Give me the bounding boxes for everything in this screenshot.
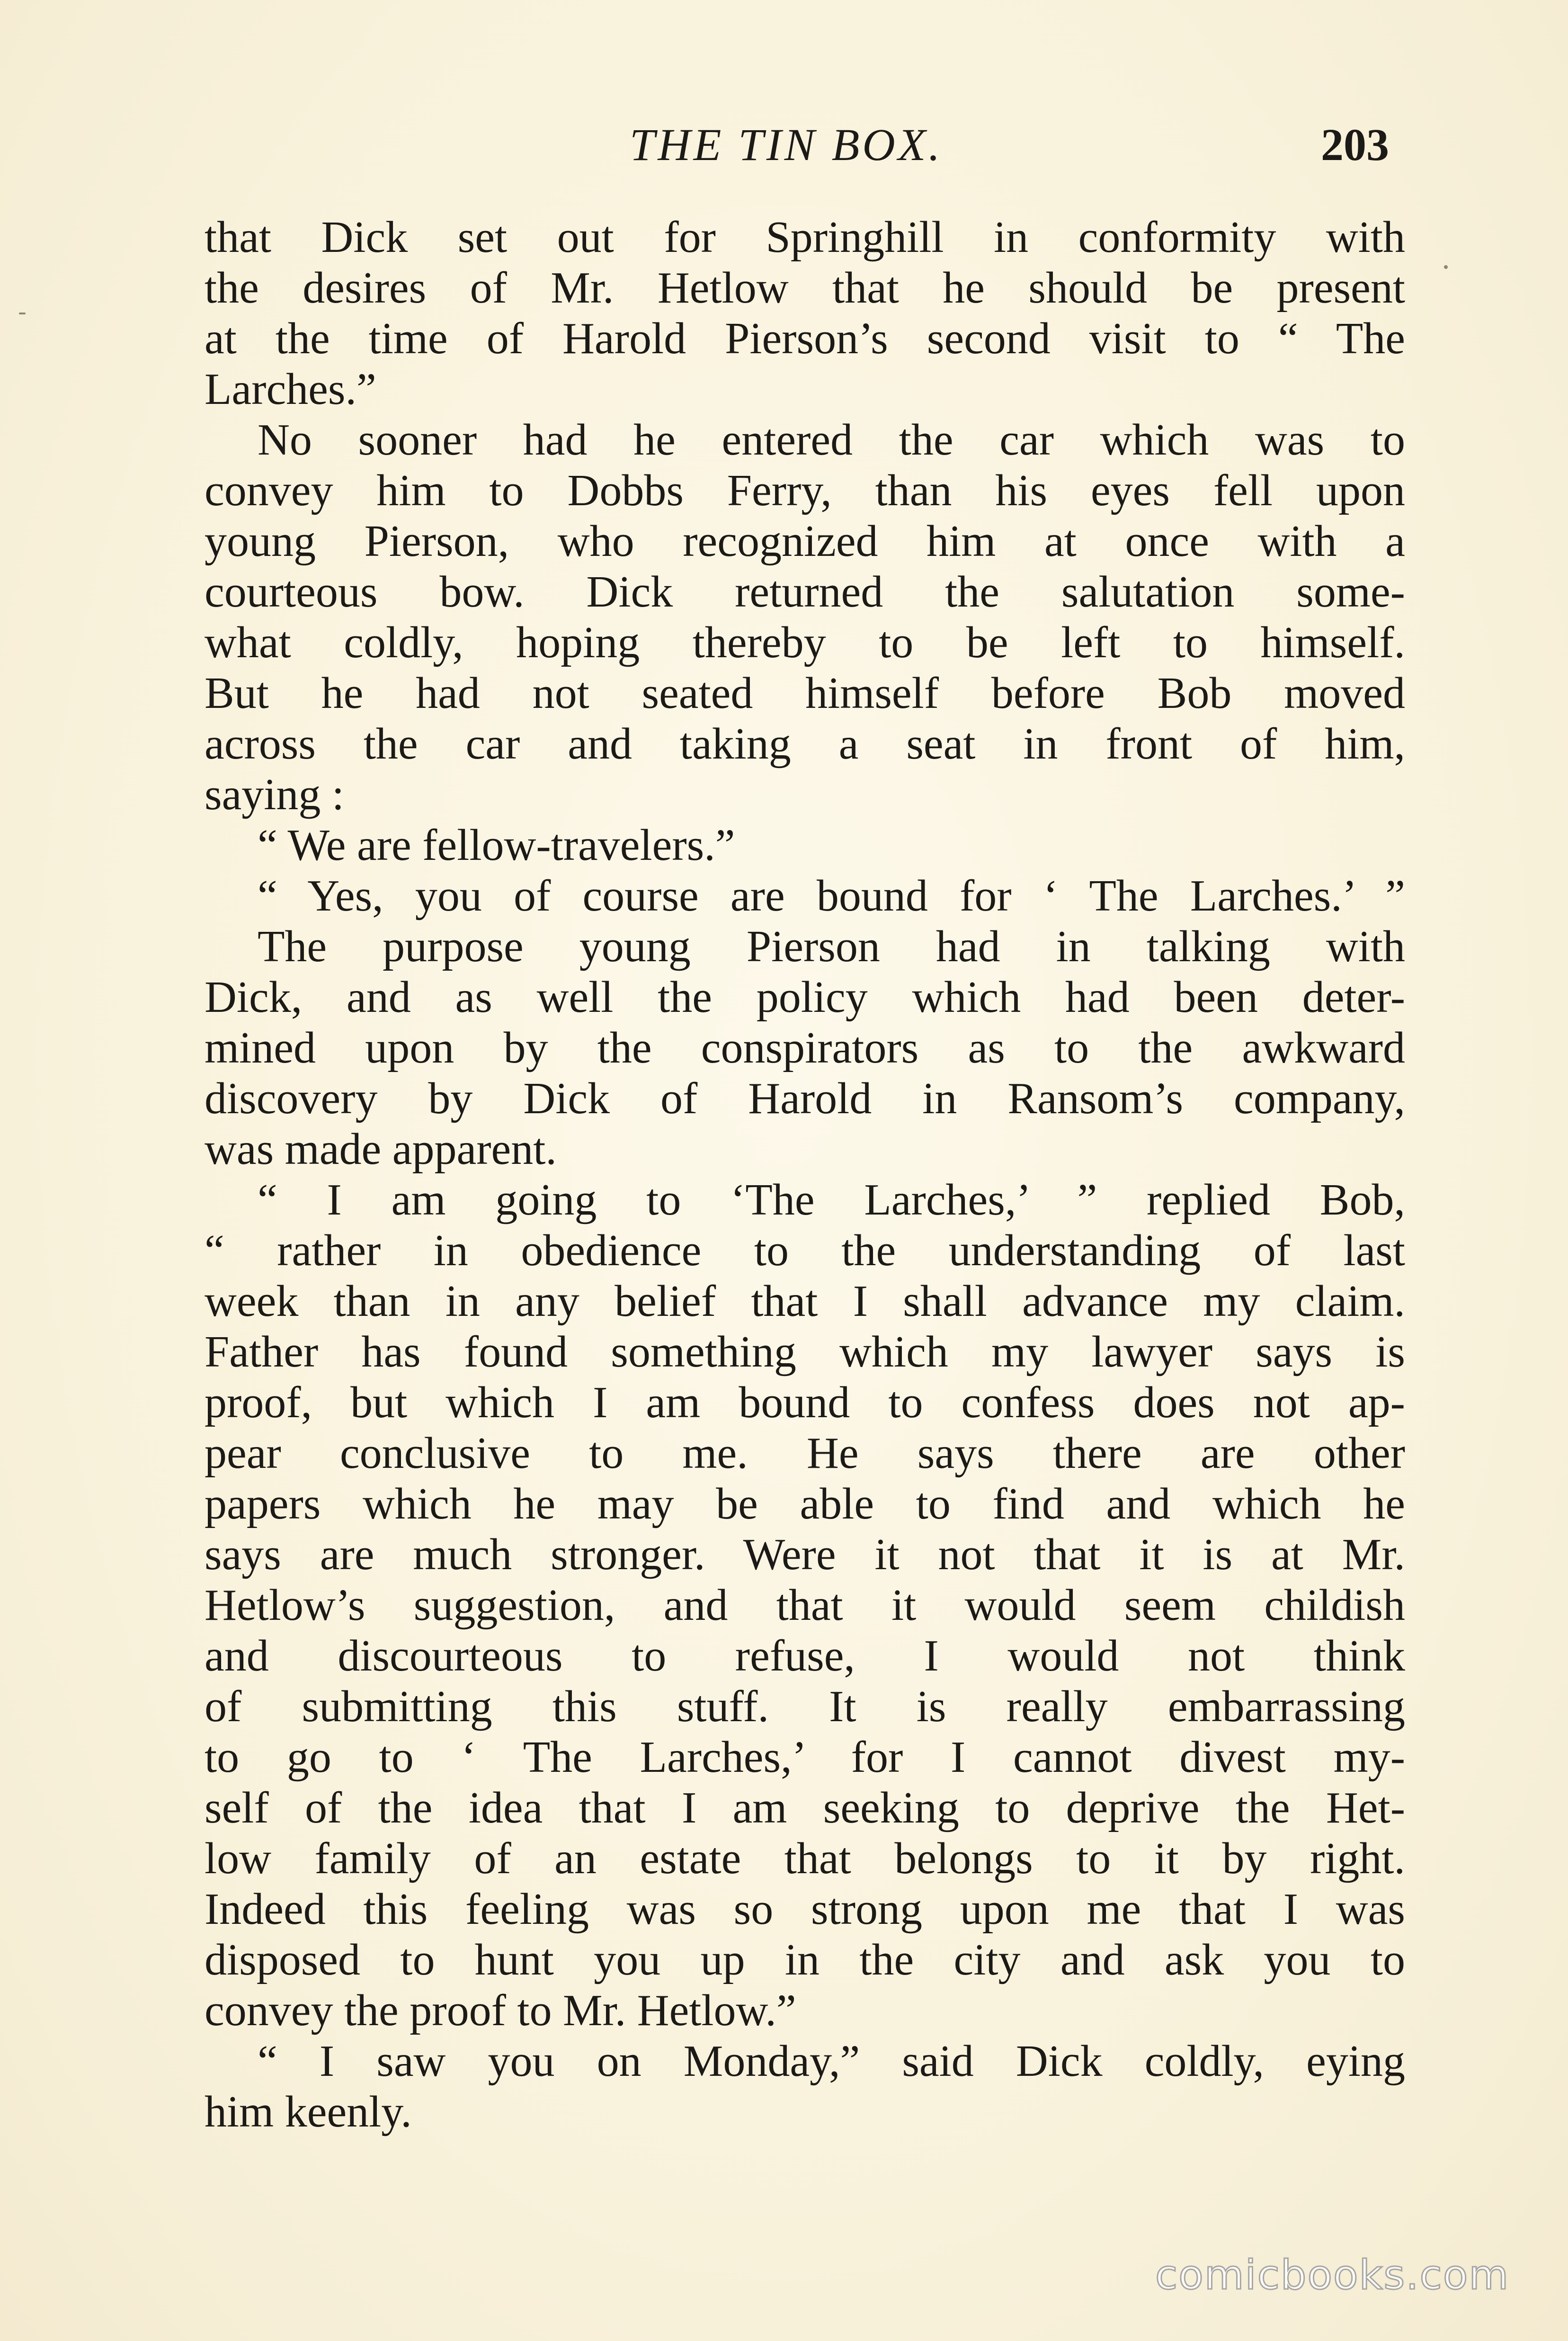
- text-line: the desires of Mr. Hetlow that he should be present: [205, 263, 1405, 313]
- text-line: Father has found something which my lawyer says is: [205, 1327, 1405, 1376]
- text-line: and discourteous to refuse, I would not think: [205, 1631, 1405, 1680]
- text-line: young Pierson, who recognized him at once with a: [205, 517, 1405, 566]
- text-line: Larches.”: [205, 365, 376, 414]
- paper-speck: [1444, 265, 1448, 269]
- text-line: The purpose young Pierson had in talking with: [258, 922, 1405, 971]
- text-line: low family of an estate that belongs to it by right.: [205, 1834, 1405, 1883]
- text-line: No sooner had he entered the car which was to: [258, 415, 1405, 465]
- text-line: disposed to hunt you up in the city and ask you to: [205, 1935, 1405, 1984]
- text-line: that Dick set out for Springhill in conformity with: [205, 213, 1405, 262]
- text-line: Indeed this feeling was so strong upon me that I was: [205, 1885, 1405, 1934]
- text-line: of submitting this stuff. It is really embarrassing: [205, 1682, 1405, 1731]
- text-line: Dick, and as well the policy which had been deter-: [205, 973, 1405, 1022]
- text-line: proof, but which I am bound to confess does not ap-: [205, 1378, 1405, 1427]
- text-line: what coldly, hoping thereby to be left to himself.: [205, 618, 1405, 667]
- text-line: to go to ‘ The Larches,’ for I cannot divest my-: [205, 1733, 1405, 1782]
- text-line: at the time of Harold Pierson’s second visit to “ The: [205, 314, 1405, 363]
- body-text: [205, 212, 1405, 2137]
- text-line: But he had not seated himself before Bob moved: [205, 669, 1405, 718]
- text-line: across the car and taking a seat in front of him,: [205, 719, 1405, 768]
- text-line: self of the idea that I am seeking to deprive the Het-: [205, 1783, 1405, 1832]
- text-line: week than in any belief that I shall advance my claim.: [205, 1277, 1405, 1326]
- text-line: courteous bow. Dick returned the salutation some-: [205, 567, 1405, 617]
- page-number: 203: [1321, 119, 1389, 170]
- text-line: saying :: [205, 770, 345, 819]
- text-line: discovery by Dick of Harold in Ransom’s company,: [205, 1074, 1405, 1123]
- text-line: papers which he may be able to find and which he: [205, 1479, 1405, 1528]
- text-line: “ rather in obedience to the understanding of last: [205, 1226, 1405, 1275]
- text-line: “ I saw you on Monday,” said Dick coldly, eying: [258, 2037, 1405, 2086]
- running-title: THE TIN BOX.: [630, 119, 943, 170]
- watermark: comicbooks.com: [1155, 2252, 1510, 2299]
- running-head: [0, 112, 1568, 178]
- text-line: says are much stronger. Were it not that it is at Mr.: [205, 1530, 1405, 1579]
- text-line: was made apparent.: [205, 1125, 557, 1174]
- text-line: pear conclusive to me. He says there are other: [205, 1429, 1405, 1478]
- text-line: “ Yes, you of course are bound for ‘ The Larches.’ ”: [258, 871, 1405, 920]
- text-line: convey him to Dobbs Ferry, than his eyes fell upon: [205, 466, 1405, 515]
- text-line: Hetlow’s suggestion, and that it would seem childish: [205, 1581, 1405, 1630]
- text-line: “ I am going to ‘The Larches,’ ” replied Bob,: [258, 1175, 1405, 1224]
- text-line: convey the proof to Mr. Hetlow.”: [205, 1986, 796, 2035]
- text-line: him keenly.: [205, 2087, 412, 2136]
- paper-speck: [19, 313, 26, 314]
- text-line: mined upon by the conspirators as to the awkward: [205, 1023, 1405, 1072]
- text-line: “ We are fellow-travelers.”: [258, 821, 735, 870]
